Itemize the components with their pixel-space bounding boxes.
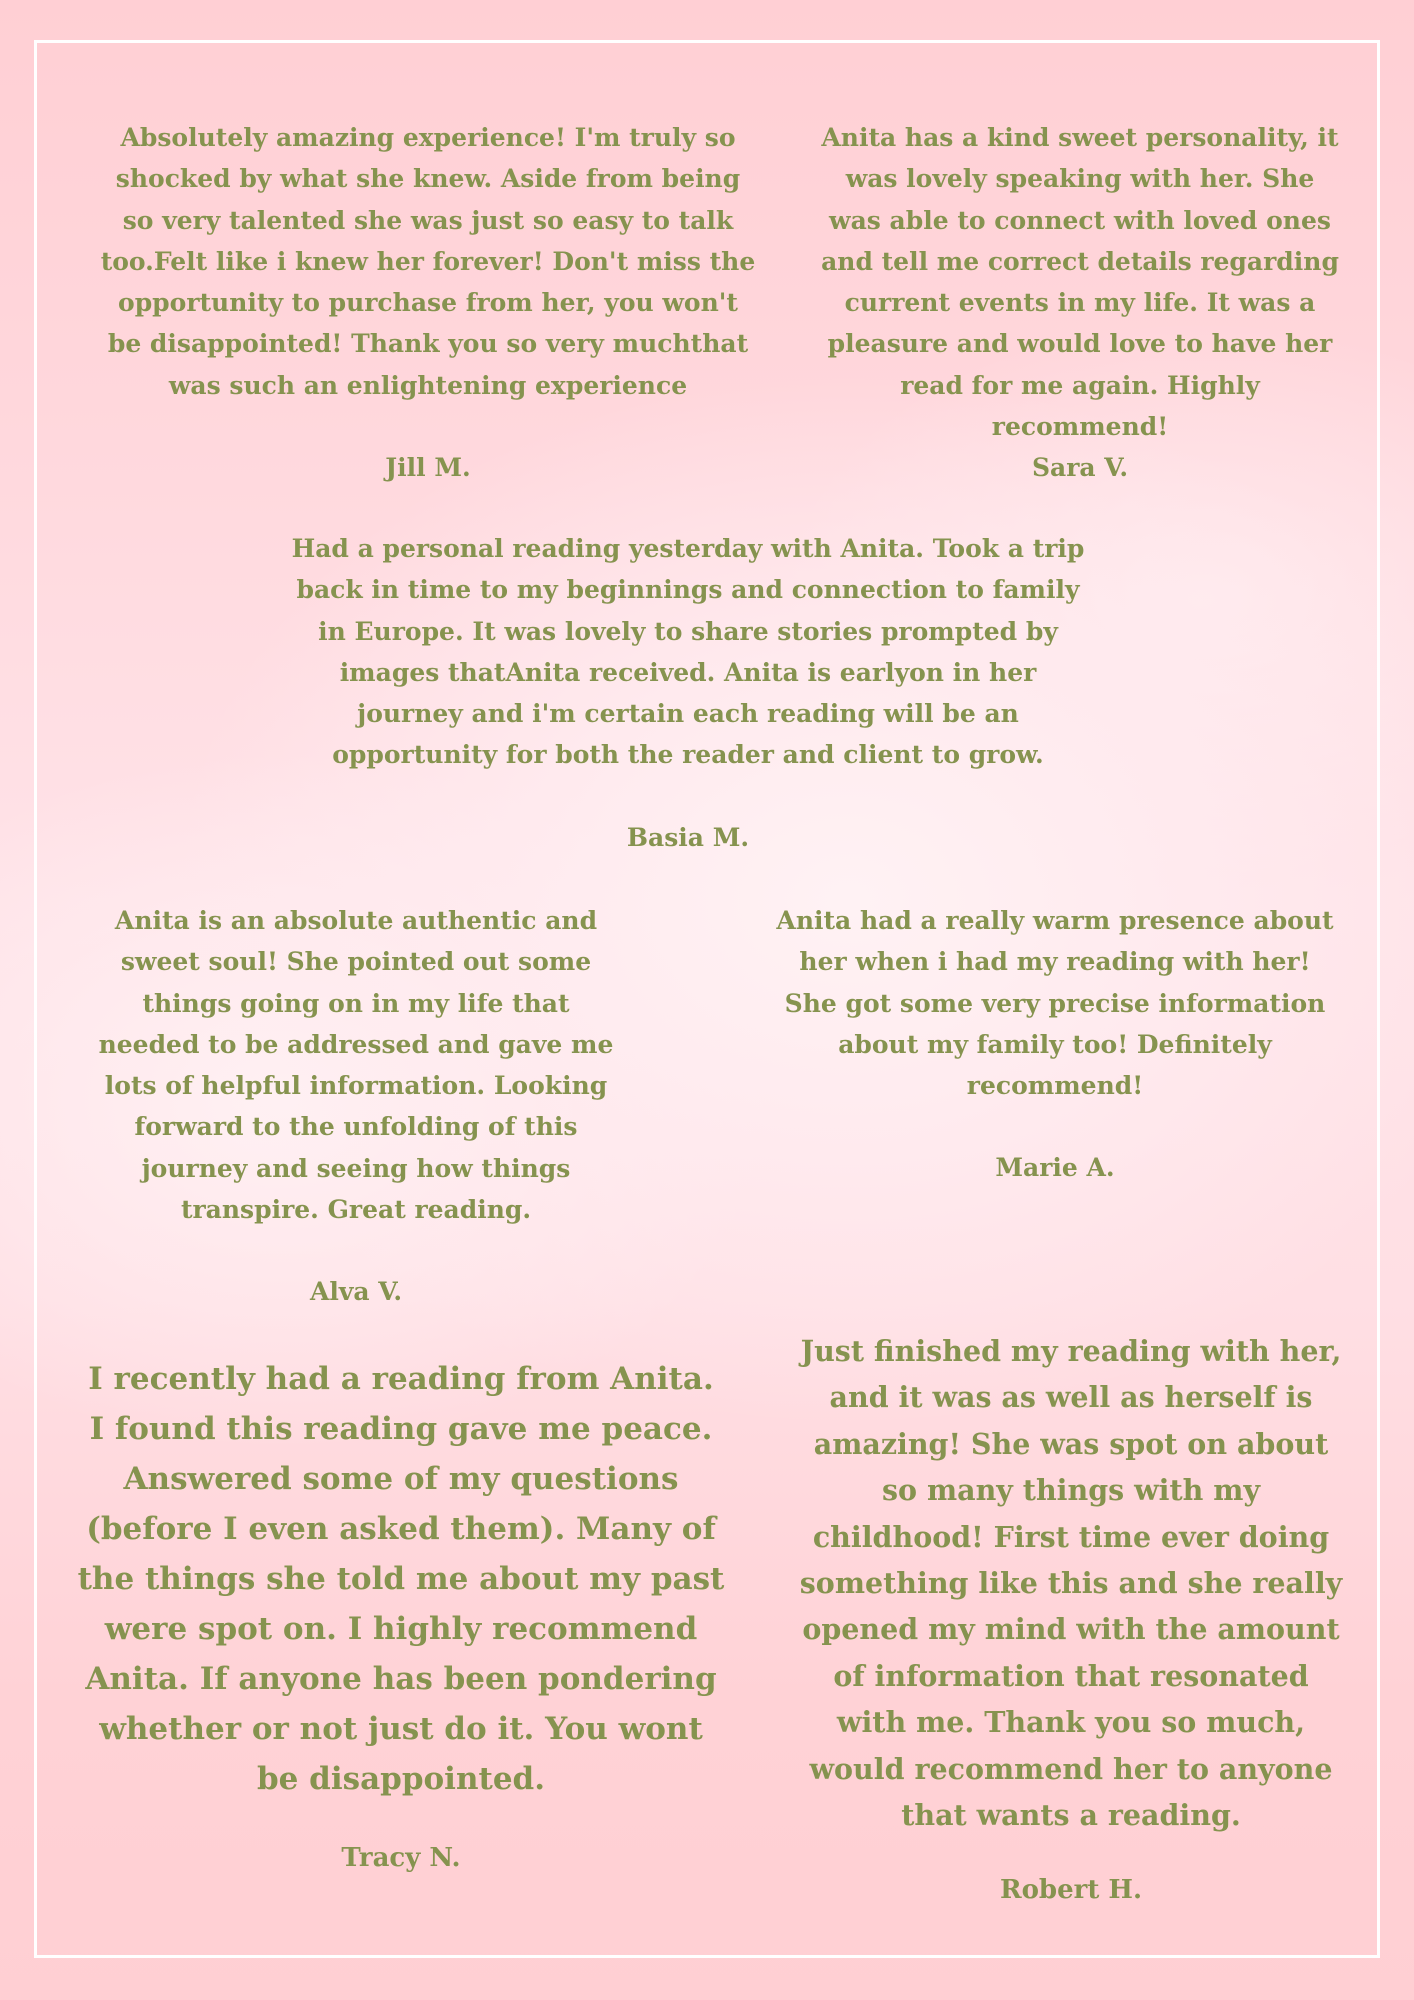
testimonial-marie	[770, 900, 1340, 1189]
testimonial-author: Jill M.	[385, 453, 471, 483]
testimonial-text: Just finished my reading with her, and it was as well as herself is amazing! She was spot on about so many things with my childhood! First time ever doing something like this and she really opened my mind with the amount of information that resonated with me. Thank you so much, would recommend her to anyone that wants a reading.	[799, 1334, 1343, 1833]
testimonial-author: Robert H.	[999, 1875, 1143, 1906]
testimonial-robert	[796, 1328, 1346, 1912]
testimonial-author: Marie A.	[995, 1153, 1115, 1183]
testimonial-author: Alva V.	[309, 1277, 403, 1307]
testimonial-text: Absolutely amazing experience! I'm truly so shocked by what she knew. Aside from being so very talented she was just so easy to talk too.Felt like i knew her forever! Don't miss the opportunity to purchase from her, you won't be disappointed! Thank you so very muchthat was such an enlightening experience	[100, 123, 756, 400]
testimonial-text: Had a personal reading yesterday with Anita. Took a trip back in time to my beginnings and connection to family in Europe. It was lovely to share stories prompted by images thatAnita received. Anita is earlyon in her journey and i'm certain each reading will be an opportunity for both the reader and client to grow.	[291, 534, 1085, 770]
testimonial-text: Anita has a kind sweet personality, it was lovely speaking with her. She was able to connect with loved ones and tell me correct details regarding current events in my life. It was a pleasure and would love to have her read for me again. Highly recommend!	[821, 123, 1339, 442]
testimonial-author: Sara V.	[1031, 453, 1129, 483]
testimonial-jill	[100, 117, 756, 488]
testimonial-sara	[820, 117, 1340, 489]
testimonial-alva	[96, 900, 616, 1313]
testimonial-text: Anita had a really warm presence about her when i had my reading with her! She got some very precise information about my family too! Definitely recommend!	[776, 906, 1334, 1101]
testimonial-tracy	[76, 1354, 726, 1879]
testimonial-author: Basia M.	[626, 822, 750, 852]
testimonial-basia	[288, 528, 1088, 858]
testimonial-text: Anita is an absolute authentic and sweet soul! She pointed out some things going on in my life that needed to be addressed and gave me lots of helpful information. Looking forward to the unfolding of this journey and seeing how things transpire. Great reading.	[98, 906, 614, 1225]
testimonial-text: I recently had a reading from Anita. I found this reading gave me peace. Answered some of my questions (before I even asked them). Many of the things she told me about my past were spot on. I highly recommend Anita. If anyone has been pondering whether or not just do it. You wont be disappointed.	[77, 1361, 725, 1797]
testimonial-author: Tracy N.	[341, 1843, 461, 1873]
